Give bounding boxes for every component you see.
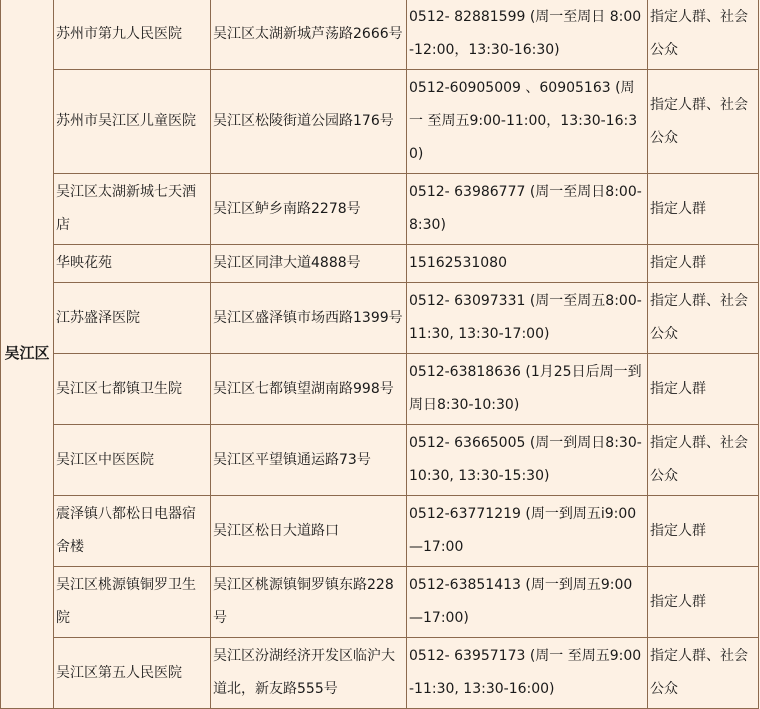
phone-hours-cell: 0512- 82881599 (周一至周日 8:00-12:00，13:30-16:30) — [407, 0, 648, 70]
table-row — [1, 174, 759, 245]
phone-hours-cell: 0512- 63986777 (周一至周日8:00-8:30) — [407, 174, 648, 245]
table-row — [1, 425, 759, 496]
address-cell: 吴江区太湖新城芦荡路2666号 — [211, 0, 407, 70]
service-scope-cell: 指定人群、社会公众 — [648, 425, 759, 496]
phone-hours-cell: 0512- 63957173 (周一 至周五9:00-11:30, 13:30-16:00) — [407, 638, 648, 709]
phone-hours-cell: 0512- 63665005 (周一到周日8:30-10:30, 13:30-15:30) — [407, 425, 648, 496]
district-cell: 吴江区 — [1, 0, 54, 709]
site-name-cell: 震泽镇八都松日电器宿舍楼 — [54, 496, 211, 567]
table-row — [1, 70, 759, 174]
site-name-cell: 华映花苑 — [54, 245, 211, 283]
table-row — [1, 283, 759, 354]
service-scope-cell: 指定人群 — [648, 496, 759, 567]
address-cell: 吴江区桃源镇铜罗镇东路228号 — [211, 567, 407, 638]
service-scope-cell: 指定人群、社会公众 — [648, 0, 759, 70]
address-cell: 吴江区七都镇望湖南路998号 — [211, 354, 407, 425]
address-cell: 吴江区平望镇通运路73号 — [211, 425, 407, 496]
phone-hours-cell: 0512- 63097331 (周一至周五8:00-11:30, 13:30-17:00) — [407, 283, 648, 354]
site-name-cell: 苏州市第九人民医院 — [54, 0, 211, 70]
service-scope-cell: 指定人群 — [648, 174, 759, 245]
phone-hours-cell: 0512-63818636 (1月25日后周一到周日8:30-10:30) — [407, 354, 648, 425]
service-scope-cell: 指定人群、社会公众 — [648, 70, 759, 174]
address-cell: 吴江区同津大道4888号 — [211, 245, 407, 283]
service-scope-cell: 指定人群 — [648, 354, 759, 425]
address-cell: 吴江区汾湖经济开发区临沪大道北，新友路555号 — [211, 638, 407, 709]
table-body — [1, 0, 759, 709]
address-cell: 吴江区松陵街道公园路176号 — [211, 70, 407, 174]
phone-hours-cell: 0512-63771219 (周一到周五i9:00—17:00 — [407, 496, 648, 567]
site-name-cell: 苏州市吴江区儿童医院 — [54, 70, 211, 174]
site-name-cell: 吴江区中医医院 — [54, 425, 211, 496]
site-name-cell: 吴江区太湖新城七天酒店 — [54, 174, 211, 245]
service-scope-cell: 指定人群 — [648, 245, 759, 283]
phone-hours-cell: 15162531080 — [407, 245, 648, 283]
address-cell: 吴江区松日大道路口 — [211, 496, 407, 567]
site-name-cell: 吴江区七都镇卫生院 — [54, 354, 211, 425]
table-row — [1, 245, 759, 283]
table-row — [1, 354, 759, 425]
table-row — [1, 638, 759, 709]
service-scope-cell: 指定人群 — [648, 567, 759, 638]
table-row — [1, 0, 759, 70]
service-scope-cell: 指定人群、社会公众 — [648, 283, 759, 354]
phone-hours-cell: 0512-60905009 、60905163 (周一 至周五9:00-11:00，13:30-16:30) — [407, 70, 648, 174]
address-cell: 吴江区鲈乡南路2278号 — [211, 174, 407, 245]
service-scope-cell: 指定人群、社会公众 — [648, 638, 759, 709]
site-name-cell: 吴江区桃源镇铜罗卫生院 — [54, 567, 211, 638]
phone-hours-cell: 0512-63851413 (周一到周五9:00—17:00) — [407, 567, 648, 638]
table-row — [1, 496, 759, 567]
site-name-cell: 江苏盛泽医院 — [54, 283, 211, 354]
address-cell: 吴江区盛泽镇市场西路1399号 — [211, 283, 407, 354]
table-row — [1, 567, 759, 638]
site-name-cell: 吴江区第五人民医院 — [54, 638, 211, 709]
